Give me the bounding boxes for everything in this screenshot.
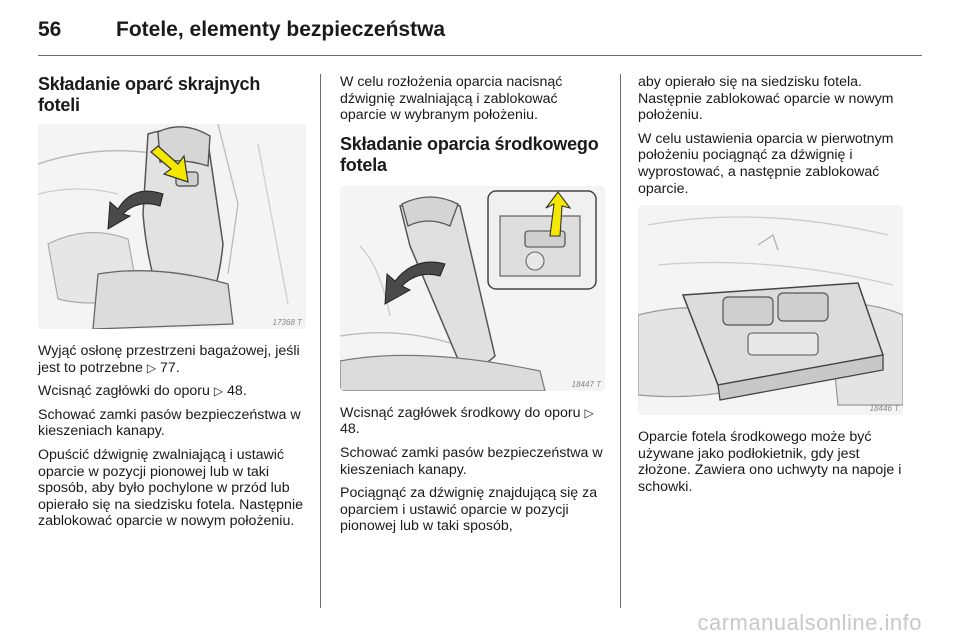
armrest-description: Oparcie fotela środkowego może być używane jako podłokietnik, gdy jest złożone. Zawiera ono uchwyty na napoje i schowki. (638, 429, 902, 495)
page-reference-triangle-icon: ▷ (584, 405, 594, 420)
center-seat-illustration (340, 186, 605, 391)
section-heading-outer-seats: Składanie oparć skrajnych foteli (38, 74, 261, 115)
column-3 (638, 74, 903, 503)
page-header (38, 14, 922, 50)
figure-number: 18447 T (571, 379, 601, 389)
outer-seat-illustration (38, 124, 306, 329)
instruction-push-center-headrest: Wcisnąć zagłówek środkowy do oporu ▷ 48. (340, 404, 594, 438)
instruction-remove-cover: Wyjąć osłonę przestrzeni bagażowej, jeśli jest to potrzebne ▷ 77. (38, 343, 300, 376)
chapter-title: Fotele, elementy bezpieczeństwa (116, 18, 446, 41)
instruction-push-headrests: Wcisnąć zagłówki do oporu ▷ 48. (38, 383, 247, 400)
column-1 (38, 74, 306, 537)
figure-number: 18446 T (869, 404, 899, 414)
figure-outer-seat-fold (38, 124, 306, 329)
figure-center-seat-fold (340, 186, 605, 391)
instruction-rest-on-seat: aby opierało się na siedzisku fotela. Następnie zablokować oparcie w nowym położeniu. (638, 74, 894, 124)
instruction-stow-buckles: Schować zamki pasów bezpieczeństwa w kieszeniach kanapy. (38, 406, 301, 440)
page-number: 56 (38, 18, 62, 41)
storage-compartment-icon (748, 333, 818, 355)
instruction-restore-position: W celu ustawienia oparcia w pierwotnym położeniu pociągnąć za dźwignię i wyprostować, a następnie zablokować oparcie. (638, 130, 894, 197)
page-reference-triangle-icon: ▷ (213, 384, 224, 399)
header-rule (38, 55, 922, 56)
section-heading-center-seat: Składanie oparcia środkowego fotela (340, 133, 599, 175)
column-divider-2 (620, 74, 621, 608)
figure-number: 17368 T (272, 318, 302, 327)
page-reference-triangle-icon: ▷ (146, 360, 157, 375)
instruction-pull-lever: Pociągnąć za dźwignię znajdującą się za oparciem i ustawić oparcie w pozycji pionowej lub w taki sposób, (340, 485, 598, 535)
column-2 (340, 74, 605, 542)
instruction-stow-buckles-center: Schować zamki pasów bezpieczeństwa w kieszeniach kanapy. (340, 444, 603, 478)
cup-holder-icon (723, 297, 773, 325)
figure-armrest (638, 205, 903, 415)
instruction-unfold: W celu rozłożenia oparcia nacisnąć dźwignię zwalniającą i zablokować oparcie w wybranym położeniu. (340, 74, 563, 124)
watermark: carmanualsonline.info (697, 610, 922, 635)
armrest-illustration (638, 205, 903, 415)
instruction-lower-lever: Opuścić dźwignię zwalniającą i ustawić oparcie w pozycji pionowej lub w taki sposób, aby było pochylone w przód lub opierało się na siedzisku fotela. Następnie zablokować oparcie w nowym położeniu. (38, 446, 303, 530)
cup-holder-icon (778, 293, 828, 321)
column-divider-1 (320, 74, 321, 608)
